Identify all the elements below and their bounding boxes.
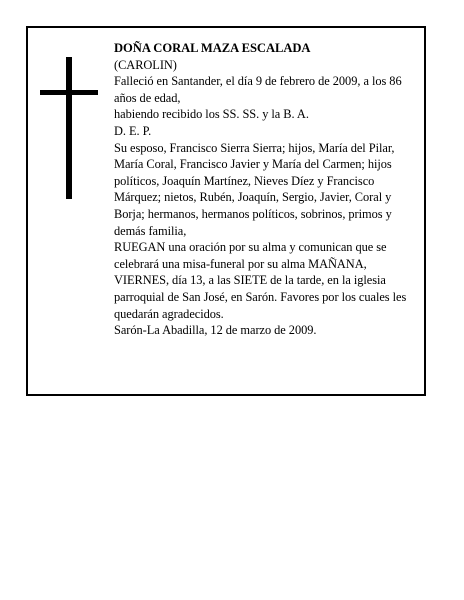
deceased-nickname: (CAROLIN) xyxy=(114,57,177,72)
obituary-notice xyxy=(26,26,426,396)
obituary-text xyxy=(114,40,422,339)
sacraments-line: habiendo recibido los SS. SS. y la B. A. xyxy=(114,107,309,122)
rip-line: D. E. P. xyxy=(114,123,152,138)
place-date: Sarón-La Abadilla, 12 de marzo de 2009. xyxy=(114,323,317,338)
cross-icon xyxy=(40,57,98,199)
family-list: Su esposo, Francisco Sierra Sierra; hijos, María del Pilar, María Coral, Francisco Javier y María del Carmen; hijos políticos, Joaquín Martínez, Nieves Díez y Francisco Márquez; nietos, Rubén, Joaquín, Sergio, Javier, Coral y Borja; hermanos, hermanos políticos, sobrinos, primos y demás familia, xyxy=(114,140,395,238)
funeral-request: RUEGAN una oración por su alma y comunican que se celebrará una misa-funeral por su alma MAÑANA, VIERNES, día 13, a las SIETE de la tarde, en la iglesia parroquial de San José, en Sarón. Favores por los cuales les quedarán agradecidos. xyxy=(114,240,407,321)
deceased-name: DOÑA CORAL MAZA ESCALADA xyxy=(114,41,311,55)
cross-horizontal-bar xyxy=(40,90,98,95)
cross-vertical-bar xyxy=(66,57,72,199)
death-notice: Falleció en Santander, el día 9 de febrero de 2009, a los 86 años de edad, xyxy=(114,74,402,105)
